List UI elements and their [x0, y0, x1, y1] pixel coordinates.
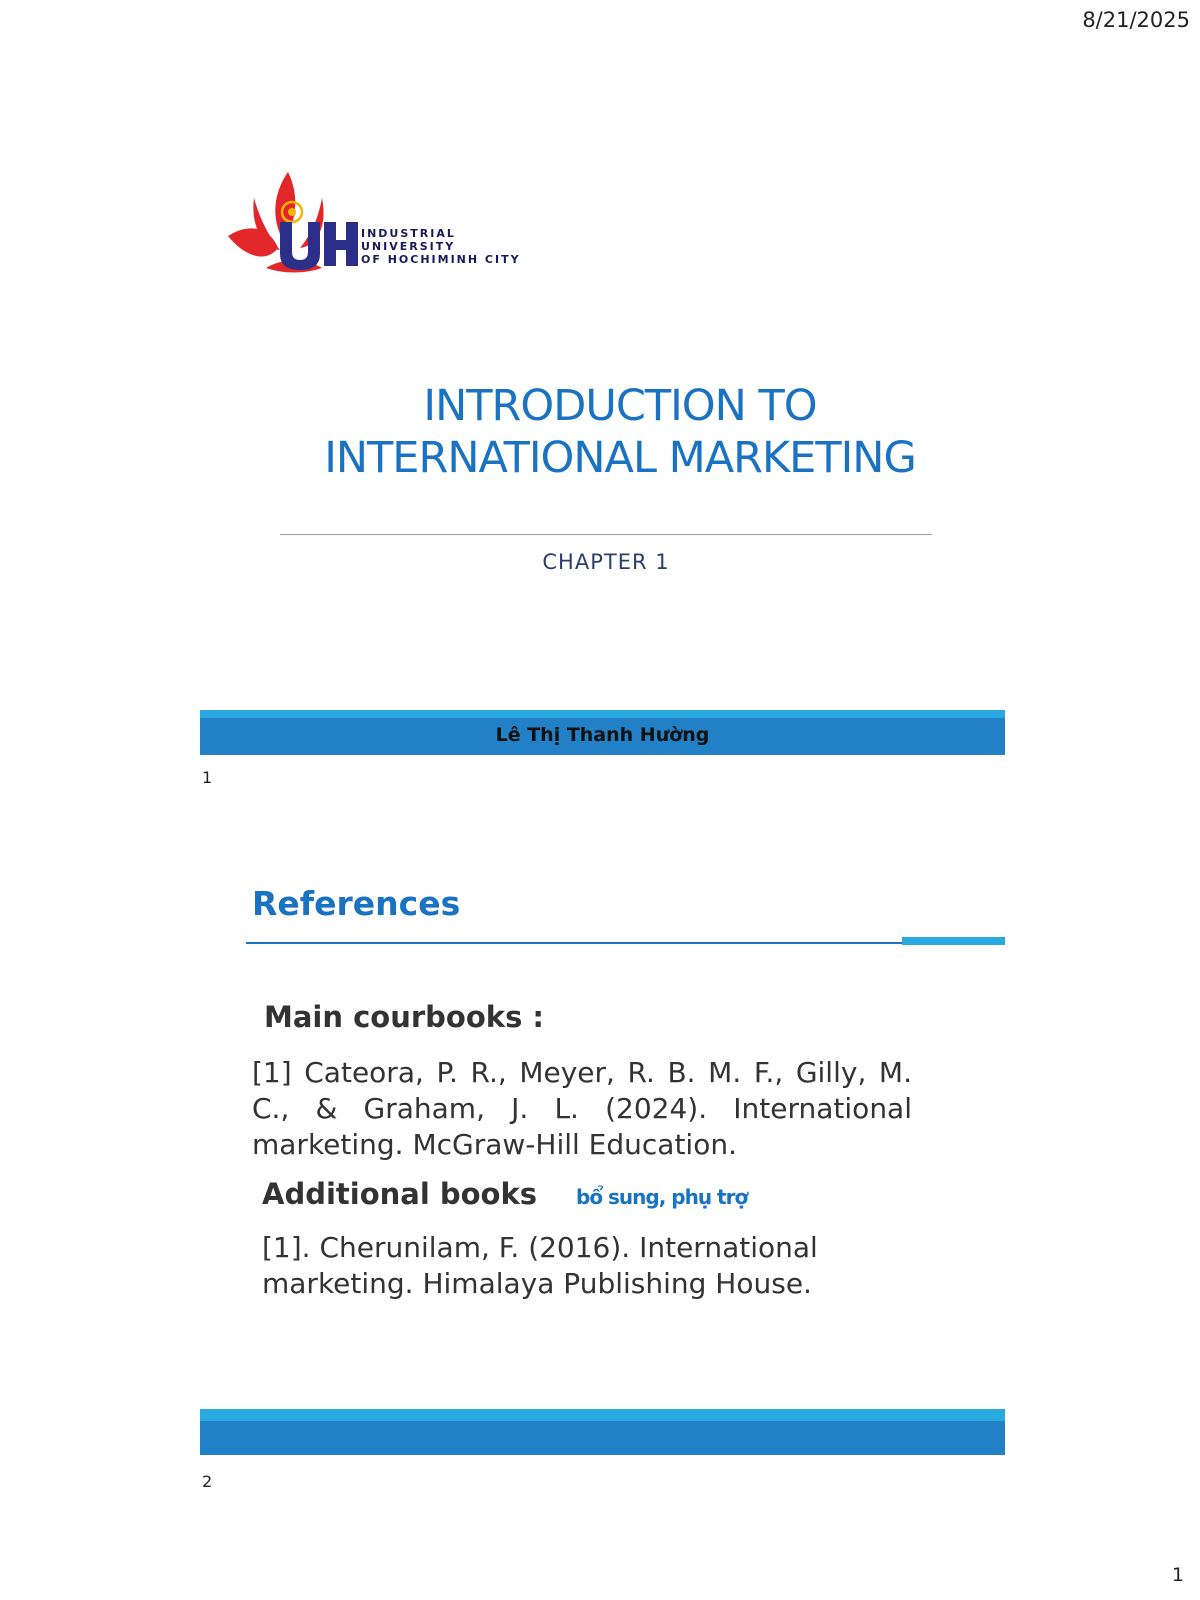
- references-heading: References: [252, 884, 461, 923]
- logo-line-university: UNIVERSITY: [361, 240, 456, 253]
- slide-title: [200, 380, 1040, 484]
- logo-line-industrial: INDUSTRIAL: [361, 227, 456, 240]
- references-underline-accent: [902, 937, 1005, 945]
- main-reference: [1] Cateora, P. R., Meyer, R. B. M. F., Gilly, M. C., & Graham, J. L. (2024). International marketing. McGraw-Hill Education.: [252, 1056, 912, 1161]
- logo-text: [361, 227, 521, 266]
- footer-band: [200, 1421, 1005, 1455]
- slide-number-1: 1: [202, 768, 213, 787]
- print-date: 8/21/2025: [1082, 8, 1190, 32]
- title-line-1: INTRODUCTION TO: [423, 381, 817, 431]
- title-divider: [280, 534, 932, 535]
- additional-books-heading: Additional books: [262, 1177, 538, 1211]
- page-number: 1: [1171, 1564, 1184, 1586]
- title-line-2: INTERNATIONAL MARKETING: [324, 433, 916, 483]
- handwritten-annotation: bổ sung, phụ trợ: [576, 1185, 748, 1209]
- author-name: Lê Thị Thanh Hường: [495, 724, 710, 746]
- chapter-label: CHAPTER 1: [542, 550, 670, 574]
- additional-reference: [1]. Cherunilam, F. (2016). International marketing. Himalaya Publishing House.: [262, 1231, 818, 1300]
- logo-line-city: OF HOCHIMINH CITY: [361, 253, 521, 266]
- footer-band-accent: [200, 1409, 1005, 1421]
- references-underline: [246, 942, 902, 944]
- author-band: [200, 718, 1005, 755]
- author-band-accent: [200, 710, 1005, 718]
- main-books-heading: Main courbooks :: [264, 1000, 545, 1034]
- slide-number-2: 2: [202, 1472, 213, 1491]
